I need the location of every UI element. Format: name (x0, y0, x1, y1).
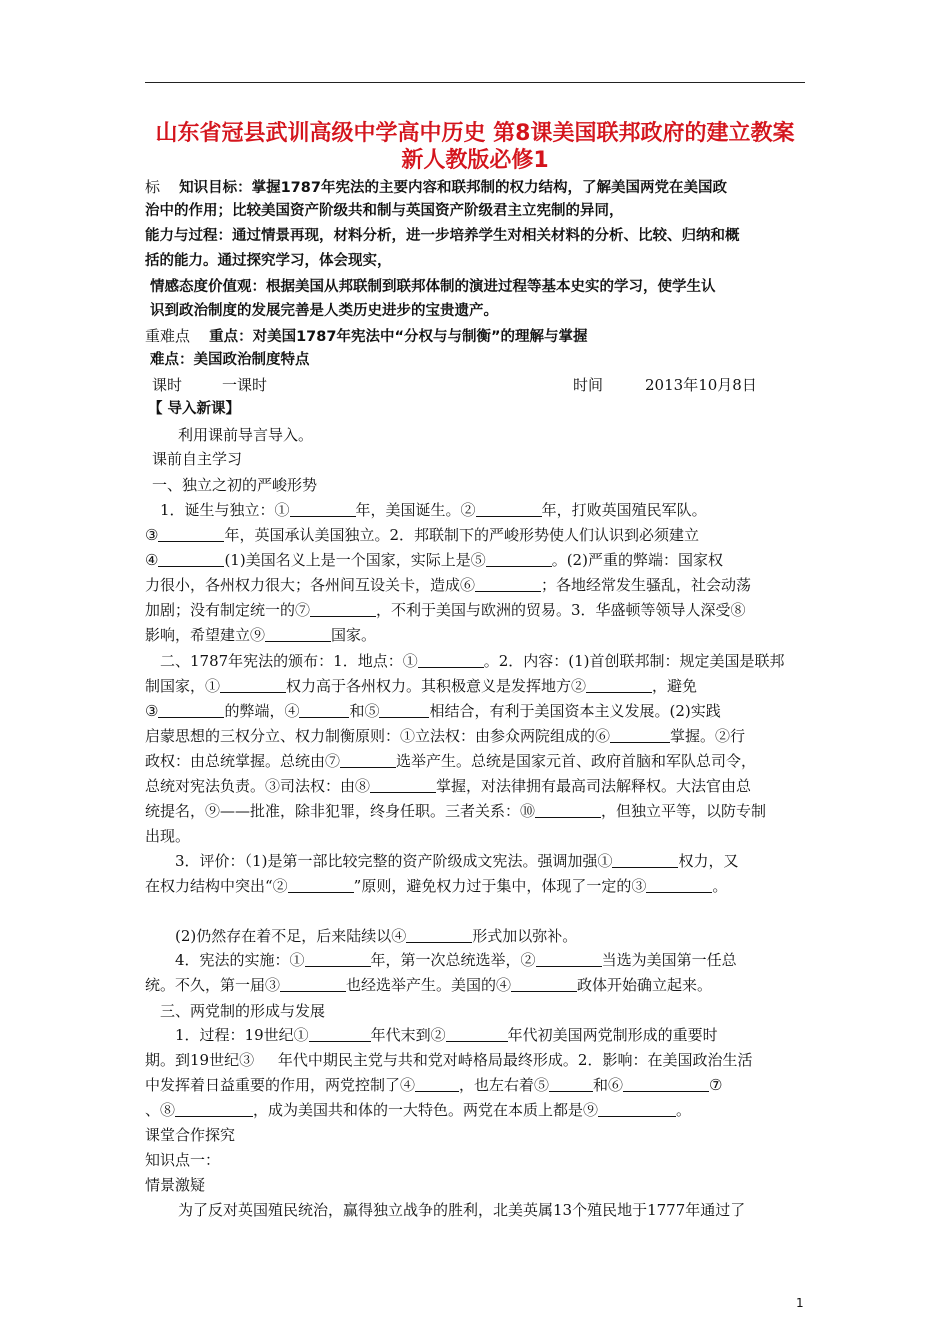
blank[interactable] (299, 702, 349, 718)
e1-line: 3．评价：（1)是第一部比较完整的资产阶级成文宪法。强调加强① 权力，又 (175, 852, 739, 870)
p3-line: 中发挥着日益重要的作用，两党控制了④ ，也左右着⑤ 和⑥ ⑦ (145, 1076, 723, 1094)
key-point: 重难点 重点：对美国1787年宪法中“分权与与制衡”的理解与掌握 (145, 327, 588, 345)
blank[interactable] (598, 1101, 676, 1117)
p4-line: 、⑧ ，成为美国共和体的一大特色。两党在本质上都是⑨ 。 (145, 1101, 692, 1119)
objective-emotion-1: 情感态度价值观：根据美国从邦联制到联邦体制的演进过程等基本史实的学习，使学生认 (150, 279, 716, 295)
key-points-label: 重难点 (145, 327, 191, 345)
scene-heading: 情景激疑 (145, 1176, 206, 1194)
intro-text: 利用课前导言导入。 (178, 426, 314, 444)
objective-ability-2: 括的能力。通过探究学习，体会现实， (145, 253, 392, 269)
blank[interactable] (175, 1101, 253, 1117)
time-label: 时间 (573, 376, 604, 394)
blank[interactable] (220, 677, 286, 693)
objective-knowledge-2: 治中的作用；比较美国资产阶级共和制与英国资产阶级君主立宪制的异同， (145, 203, 624, 219)
knowledge-point-label: 知识点一： (145, 1151, 221, 1169)
time-value: 2013年10月8日 (645, 376, 757, 394)
blank[interactable] (511, 976, 577, 992)
e2-line: 在权力结构中突出“② ”原则，避免权力过于集中，体现了一定的③ 。 (145, 877, 728, 895)
difficult-point: 难点：美国政治制度特点 (150, 352, 310, 368)
blank[interactable] (476, 501, 542, 517)
c1-line: 二、1787年宪法的颁布：1．地点：① 。2．内容：(1)首创联邦制：规定美国是联邦 (160, 652, 785, 670)
hours-label: 课时 (152, 376, 183, 394)
p2-line: 期。到19世纪③ 年代中期民主党与共和党对峙格局最终形成。2．影响：在美国政治生活 (145, 1051, 753, 1069)
c2-line: 制国家，① 权力高于各州权力。其积极意义是发挥地方② ，避免 (145, 677, 698, 695)
blank[interactable] (158, 551, 224, 567)
blank[interactable] (288, 877, 354, 893)
c8-line: 出现。 (145, 827, 191, 845)
c6-line: 总统对宪法负责。③司法权：由⑧ 掌握，对法律拥有最高司法解释权。大法官由总 (145, 777, 752, 795)
s6-line: 影响，希望建立⑨ 国家。 (145, 626, 377, 644)
blank[interactable] (280, 976, 346, 992)
blank[interactable] (536, 951, 602, 967)
objective-emotion-2: 识到政治制度的发展完善是人类历史进步的宝贵遗产。 (150, 303, 498, 319)
page-number: 1 (796, 1296, 804, 1310)
blank[interactable] (612, 852, 678, 868)
blank[interactable] (309, 1026, 371, 1042)
blank[interactable] (623, 1076, 709, 1092)
doc-title-line1: 山东省冠县武训高级中学高中历史 第8课美国联邦政府的建立教案 (155, 121, 795, 146)
blank[interactable] (418, 652, 484, 668)
blank[interactable] (486, 551, 552, 567)
blank[interactable] (310, 601, 376, 617)
blank[interactable] (158, 702, 224, 718)
objective-label: 标 (145, 178, 161, 196)
s1-line: 1．诞生与独立：① 年，美国诞生。② 年，打败英国殖民军队。 (160, 501, 707, 519)
s5-line: 加剧；没有制定统一的⑦ ，不利于美国与欧洲的贸易。3．华盛顿等领导人深受⑧ (145, 601, 746, 619)
section1-heading: 一、独立之初的严峻形势 (152, 476, 318, 494)
objective-knowledge-1: 标 知识目标：掌握1787年宪法的主要内容和联邦制的权力结构，了解美国两党在美国政 (145, 178, 727, 196)
s2-line: ③ 年，英国承认美国独立。2．邦联制下的严峻形势使人们认识到必须建立 (145, 526, 699, 544)
blank[interactable] (158, 526, 224, 542)
c4-line: 启蒙思想的三权分立、权力制衡原则：①立法权：由参众两院组成的⑥ 掌握。②行 (145, 727, 746, 745)
blank[interactable] (340, 752, 396, 768)
blank[interactable] (265, 626, 331, 642)
self-study-heading: 课前自主学习 (152, 450, 243, 468)
blank[interactable] (406, 927, 472, 943)
c5-line: 政权：由总统掌握。总统由⑦ 选举产生。总统是国家元首、政府首脑和军队总司令， (145, 752, 757, 770)
cooperative-heading: 课堂合作探究 (145, 1126, 236, 1144)
s3-line: ④ (1)美国名义上是一个国家，实际上是⑤ 。(2)严重的弊端：国家权 (145, 551, 723, 569)
i1-line: 4．宪法的实施：① 年，第一次总统选举，② 当选为美国第一任总 (175, 951, 737, 969)
blank[interactable] (379, 702, 429, 718)
blank[interactable] (475, 576, 541, 592)
time-row (573, 374, 803, 396)
intro-heading: 【 导入新课】 (148, 401, 241, 417)
blank[interactable] (646, 877, 712, 893)
header-rule (145, 82, 805, 83)
blank[interactable] (610, 727, 670, 743)
s4-line: 力很小，各州权力很大；各州间互设关卡，造成⑥ ；各地经常发生骚乱，社会动荡 (145, 576, 752, 594)
blank[interactable] (415, 1076, 459, 1092)
section3-heading: 三、两党制的形成与发展 (160, 1002, 326, 1020)
objective-ability-1: 能力与过程：通过情景再现，材料分析，进一步培养学生对相关材料的分析、比较、归纳和概 (145, 228, 740, 244)
blank[interactable] (586, 677, 652, 693)
p1-line: 1．过程：19世纪① 年代末到② 年代初美国两党制形成的重要时 (175, 1026, 718, 1044)
i2-line: 统。不久，第一届③ 也经选举产生。美国的④ 政体开始确立起来。 (145, 976, 713, 994)
blank[interactable] (549, 1076, 593, 1092)
blank[interactable] (370, 777, 436, 793)
blank[interactable] (290, 501, 356, 517)
blank[interactable] (305, 951, 371, 967)
blank[interactable] (446, 1026, 508, 1042)
e3-line: (2)仍然存在着不足，后来陆续以④ 形式加以弥补。 (175, 927, 578, 945)
hours-value: 一课时 (222, 376, 268, 394)
c3-line: ③ 的弊端，④ 和⑤ 相结合，有利于美国资本主义发展。(2)实践 (145, 702, 721, 720)
scene-text: 为了反对英国殖民统治，赢得独立战争的胜利，北美英属13个殖民地于1777年通过了 (178, 1201, 746, 1219)
c7-line: 统提名，⑨——批准，除非犯罪，终身任职。三者关系：⑩ ，但独立平等，以防专制 (145, 802, 767, 820)
blank[interactable] (535, 802, 601, 818)
doc-title-line2: 新人教版必修1 (401, 148, 549, 173)
